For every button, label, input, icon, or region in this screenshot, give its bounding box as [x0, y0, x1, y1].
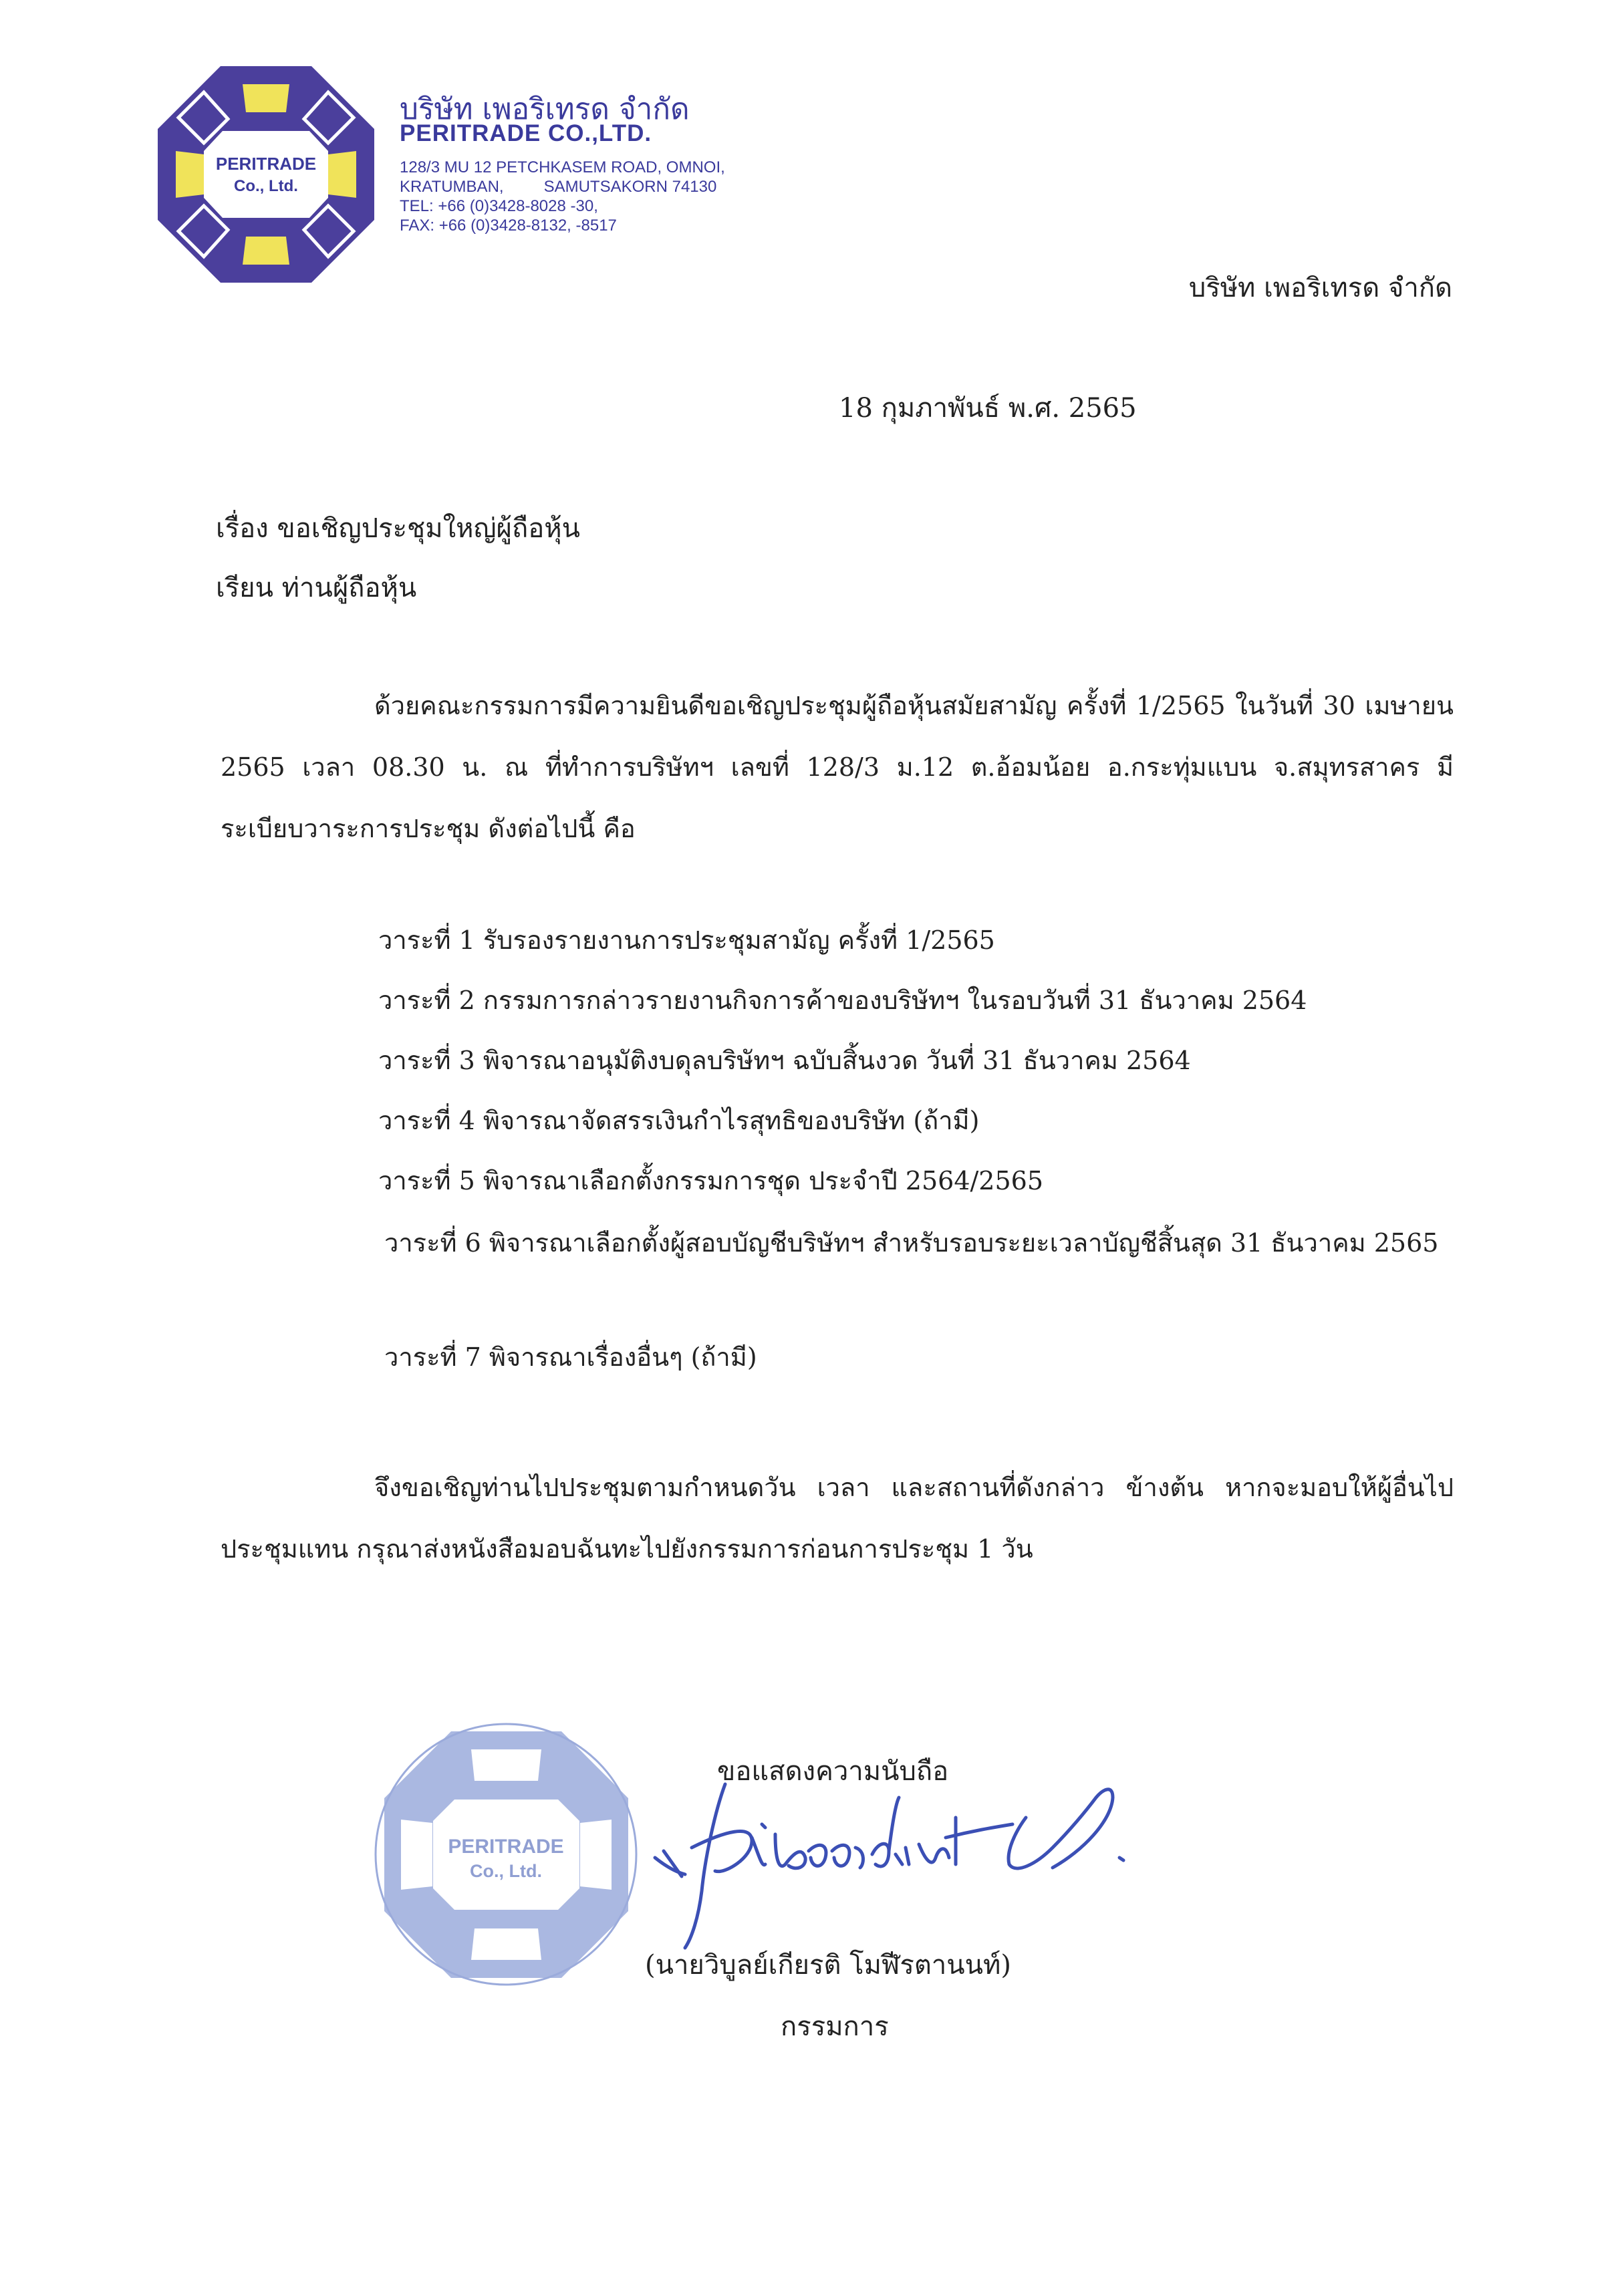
- letterhead-company-english: PERITRADE CO.,LTD.: [400, 120, 652, 146]
- letterhead-company-thai: บริษัท เพอริเทรด จำกัด: [400, 92, 690, 126]
- body-paragraph-1: ด้วยคณะกรรมการมีความยินดีขอเชิญประชุมผู้ถือหุ้นสมัยสามัญ ครั้งที่ 1/2565 ในวันที่ 30 เมษายน 2565 เวลา 08.30 น. ณ ที่ทำการบริษัทฯ เลขที่ 128/3 ม.12 ต.อ้อมน้อย อ.กระทุ่มแบน จ.สมุทรสาคร มีระเบียบวาระการประชุม ดังต่อไปนี้ คือ: [221, 691, 1454, 843]
- seal-text-line2: Co., Ltd.: [470, 1861, 542, 1881]
- address-line: 128/3 MU 12 PETCHKASEM ROAD, OMNOI,: [400, 158, 725, 176]
- letterhead-address: [400, 158, 725, 235]
- letter-date: 18 กุมภาพันธ์ พ.ศ. 2565: [839, 393, 1137, 424]
- agenda-item: วาระที่ 6 พิจารณาเลือกตั้งผู้สอบบัญชีบริษัทฯ สำหรับรอบระยะเวลาบัญชีสิ้นสุด 31 ธันวาคม 2565: [384, 1228, 1439, 1258]
- agenda-item: วาระที่ 2 กรรมการกล่าวรายงานกิจการค้าของบริษัทฯ ในรอบวันที่ 31 ธันวาคม 2564: [378, 986, 1307, 1015]
- company-seal: [371, 1719, 642, 1990]
- seal-text-line1: PERITRADE: [448, 1836, 564, 1858]
- agenda-item: วาระที่ 4 พิจารณาจัดสรรเงินกำไรสุทธิของบริษัท (ถ้ามี): [378, 1106, 980, 1135]
- agenda-item: วาระที่ 5 พิจารณาเลือกตั้งกรรมการชุด ประจำปี 2564/2565: [378, 1166, 1044, 1195]
- signer-name: (นายวิบูลย์เกียรติ โมฬีรตานนท์): [645, 1950, 1011, 1981]
- agenda-item: วาระที่ 1 รับรองรายงานการประชุมสามัญ ครั้งที่ 1/2565: [378, 925, 995, 955]
- sender-company-name: บริษัท เพอริเทรด จำกัด: [1188, 273, 1452, 303]
- logo-text-line2: Co., Ltd.: [234, 177, 298, 195]
- logo-text-line1: PERITRADE: [215, 154, 317, 174]
- address-line: KRATUMBAN, SAMUTSAKORN 74130: [400, 178, 717, 196]
- agenda-item: วาระที่ 7 พิจารณาเรื่องอื่นๆ (ถ้ามี): [384, 1342, 757, 1372]
- letter-subject: เรื่อง ขอเชิญประชุมใหญ่ผู้ถือหุ้น: [216, 513, 580, 544]
- closing-phrase: ขอแสดงความนับถือ: [717, 1756, 949, 1787]
- letter-salutation: เรียน ท่านผู้ถือหุ้น: [216, 573, 417, 603]
- address-line: FAX: +66 (0)3428-8132, -8517: [400, 217, 617, 235]
- signer-position: กรรมการ: [781, 2011, 889, 2042]
- agenda-list: [378, 910, 1307, 1211]
- agenda-item: วาระที่ 3 พิจารณาอนุมัติงบดุลบริษัทฯ ฉบับสิ้นงวด วันที่ 31 ธันวาคม 2564: [378, 1046, 1191, 1075]
- body-paragraph-2: จึงขอเชิญท่านไปประชุมตามกำหนดวัน เวลา และสถานที่ดังกล่าว ข้างต้น หากจะมอบให้ผู้อื่นไปประชุมแทน กรุณาส่งหนังสือมอบฉันทะไปยังกรรมการก่อนการประชุม 1 วัน: [221, 1473, 1454, 1564]
- address-line: TEL: +66 (0)3428-8028 -30,: [400, 197, 598, 215]
- handwritten-signature: [652, 1757, 1160, 1951]
- company-logo: [156, 64, 376, 285]
